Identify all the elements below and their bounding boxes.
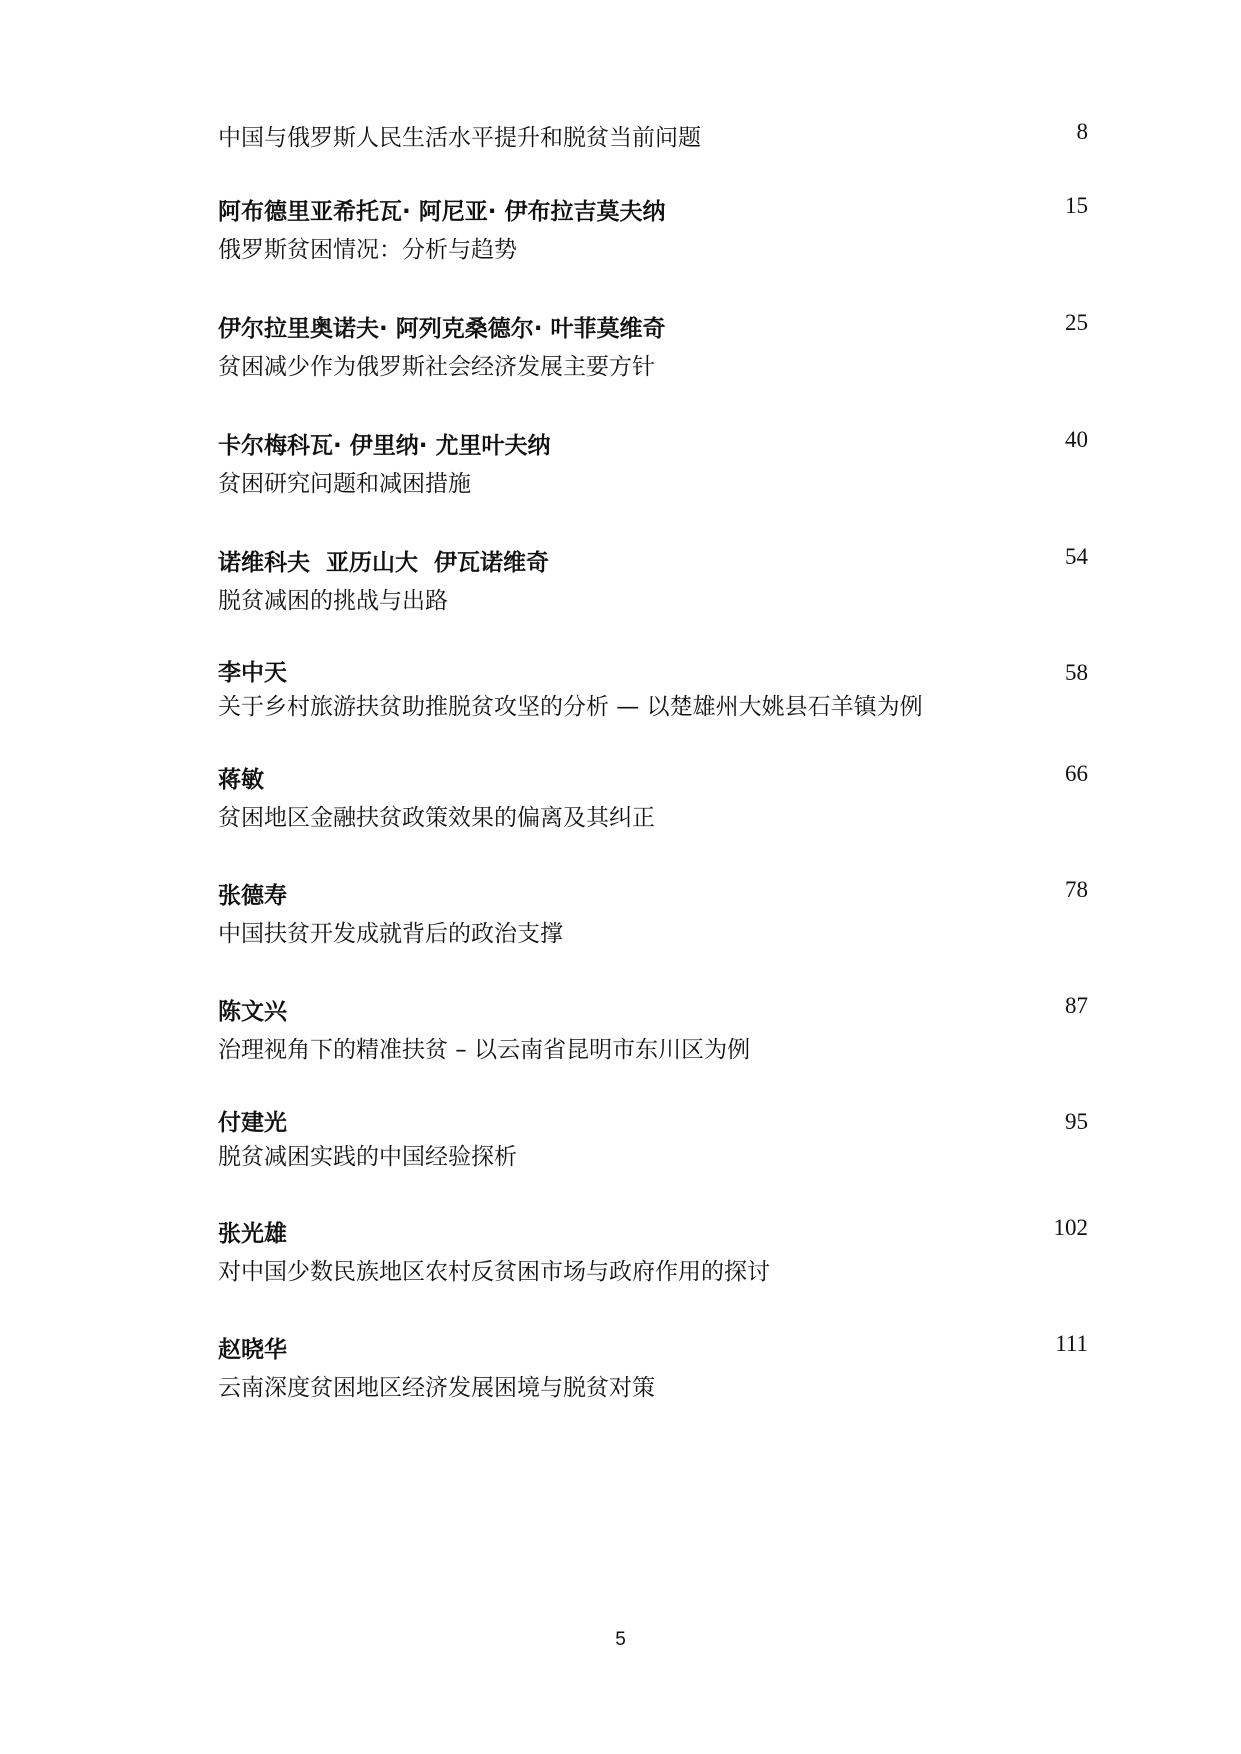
toc-title: 贫困研究问题和减困措施 [218, 471, 471, 497]
toc-author: 张德寿 [218, 883, 287, 909]
toc-page-number: 25 [1065, 310, 1088, 335]
toc-title: 中国扶贫开发成就背后的政治支撑 [218, 921, 563, 947]
toc-page-number: 58 [1065, 660, 1088, 685]
toc-page-number: 78 [1065, 877, 1088, 902]
toc-page-number: 8 [1076, 119, 1088, 144]
toc-page-number: 87 [1065, 993, 1088, 1018]
toc-page-number: 111 [1055, 1331, 1088, 1356]
toc-author: 诺维科夫 亚历山大 伊瓦诺维奇 [218, 550, 550, 576]
toc-title: 中国与俄罗斯人民生活水平提升和脱贫当前问题 [218, 125, 701, 151]
toc-title: 贫困减少作为俄罗斯社会经济发展主要方针 [218, 354, 655, 380]
toc-entry [218, 658, 1088, 722]
toc-title: 贫困地区金融扶贫政策效果的偏离及其纠正 [218, 805, 655, 831]
toc-title: 脱贫减困的挑战与出路 [218, 588, 448, 614]
toc-author: 张光雄 [218, 1221, 287, 1247]
page-number: 5 [615, 1629, 626, 1650]
toc-entry [218, 193, 1088, 265]
toc-author: 陈文兴 [218, 999, 287, 1025]
toc-entry [218, 310, 1088, 382]
toc-entry [218, 877, 1088, 949]
toc-title: 治理视角下的精准扶贫 – 以云南省昆明市东川区为例 [218, 1037, 751, 1063]
toc-page-number: 95 [1065, 1109, 1088, 1134]
toc-page-number: 40 [1065, 427, 1088, 452]
toc-page-number: 66 [1065, 761, 1088, 786]
toc-entry [218, 761, 1088, 833]
toc-page-number: 102 [1053, 1215, 1088, 1240]
toc-title: 对中国少数民族地区农村反贫困市场与政府作用的探讨 [218, 1259, 770, 1285]
toc-author: 伊尔拉里奥诺夫· 阿列克桑德尔· 叶菲莫维奇 [218, 316, 666, 342]
toc-entry [218, 1331, 1088, 1403]
toc-author: 蒋敏 [218, 767, 264, 793]
toc-entry [218, 1108, 1088, 1172]
toc-author: 卡尔梅科瓦· 伊里纳· 尤里叶夫纳 [218, 433, 551, 459]
toc-page-number: 54 [1065, 544, 1088, 569]
toc-entry [218, 119, 1088, 153]
toc-entry [218, 427, 1088, 499]
toc-page-number: 15 [1065, 193, 1088, 218]
toc-title: 脱贫减困实践的中国经验探析 [218, 1144, 517, 1170]
toc-entry [218, 993, 1088, 1065]
toc-entry [218, 544, 1088, 616]
toc-author: 李中天 [218, 660, 287, 686]
toc-title: 云南深度贫困地区经济发展困境与脱贫对策 [218, 1375, 655, 1401]
toc-author: 阿布德里亚希托瓦· 阿尼亚· 伊布拉吉莫夫纳 [218, 199, 666, 225]
toc-author: 付建光 [218, 1110, 287, 1136]
toc-author: 赵晓华 [218, 1337, 287, 1363]
toc-title: 关于乡村旅游扶贫助推脱贫攻坚的分析 — 以楚雄州大姚县石羊镇为例 [218, 694, 923, 720]
toc-title: 俄罗斯贫困情况：分析与趋势 [218, 237, 517, 263]
toc-entry [218, 1215, 1088, 1287]
